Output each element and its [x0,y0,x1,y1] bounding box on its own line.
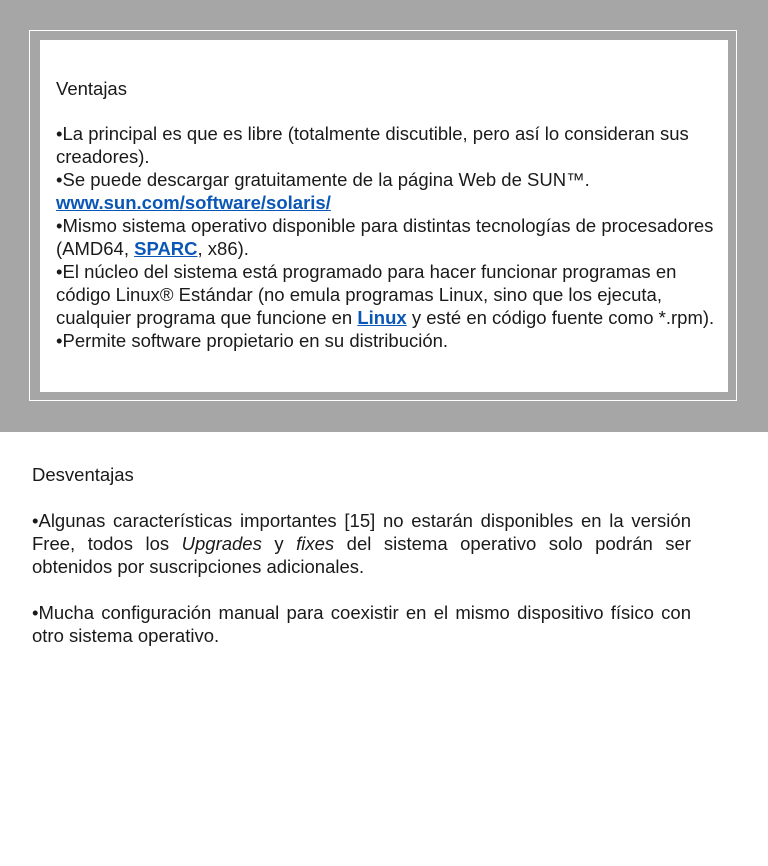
ventajas-item-2-text: •Se puede descargar gratuitamente de la página Web de SUN™. [56,169,590,190]
linux-link[interactable]: Linux [357,307,407,328]
fixes-term: fixes [296,533,335,554]
desventajas-item-1 [32,509,691,578]
desventajas-item-1-text: •Algunas características importantes [15] no estarán disponibles en la versión Free, todos los [32,510,691,554]
ventajas-item-1: •La principal es que es libre (totalmente discutible, pero así lo consideran sus creadores). [56,123,689,167]
ventajas-heading: Ventajas [56,78,127,99]
ventajas-item-4-text: •El núcleo del sistema está programado para hacer funcionar programas en código Linux® Estándar (no emula programas Linux, sino que los ejecuta, cualquier programa que funcione en [56,261,677,328]
desventajas-item-1-mid: y [261,533,297,554]
ventajas-item-5: •Permite software propietario en su distribución. [56,330,449,351]
ventajas-item-4 [56,260,716,329]
sparc-link[interactable]: SPARC [134,238,198,259]
desventajas-item-2: •Mucha configuración manual para coexistir en el mismo dispositivo físico con otro sistema operativo. [32,602,691,646]
ventajas-item-3 [56,214,716,260]
desventajas-item-1-end: del sistema operativo solo podrán ser obtenidos por suscripciones adicionales. [32,533,691,577]
desventajas-heading: Desventajas [32,464,134,485]
desventajas-content [32,463,691,647]
upgrades-term: Upgrades [181,533,262,554]
ventajas-item-3-end: , x86). [197,238,249,259]
ventajas-content [56,77,716,352]
ventajas-item-3-text: •Mismo sistema operativo disponible para distintas tecnologías de procesadores (AMD64, [56,215,714,259]
ventajas-item-4-end: y esté en código fuente como *.rpm). [406,307,715,328]
ventajas-item-2 [56,168,716,214]
solaris-download-link[interactable]: www.sun.com/software/solaris/ [56,192,331,213]
